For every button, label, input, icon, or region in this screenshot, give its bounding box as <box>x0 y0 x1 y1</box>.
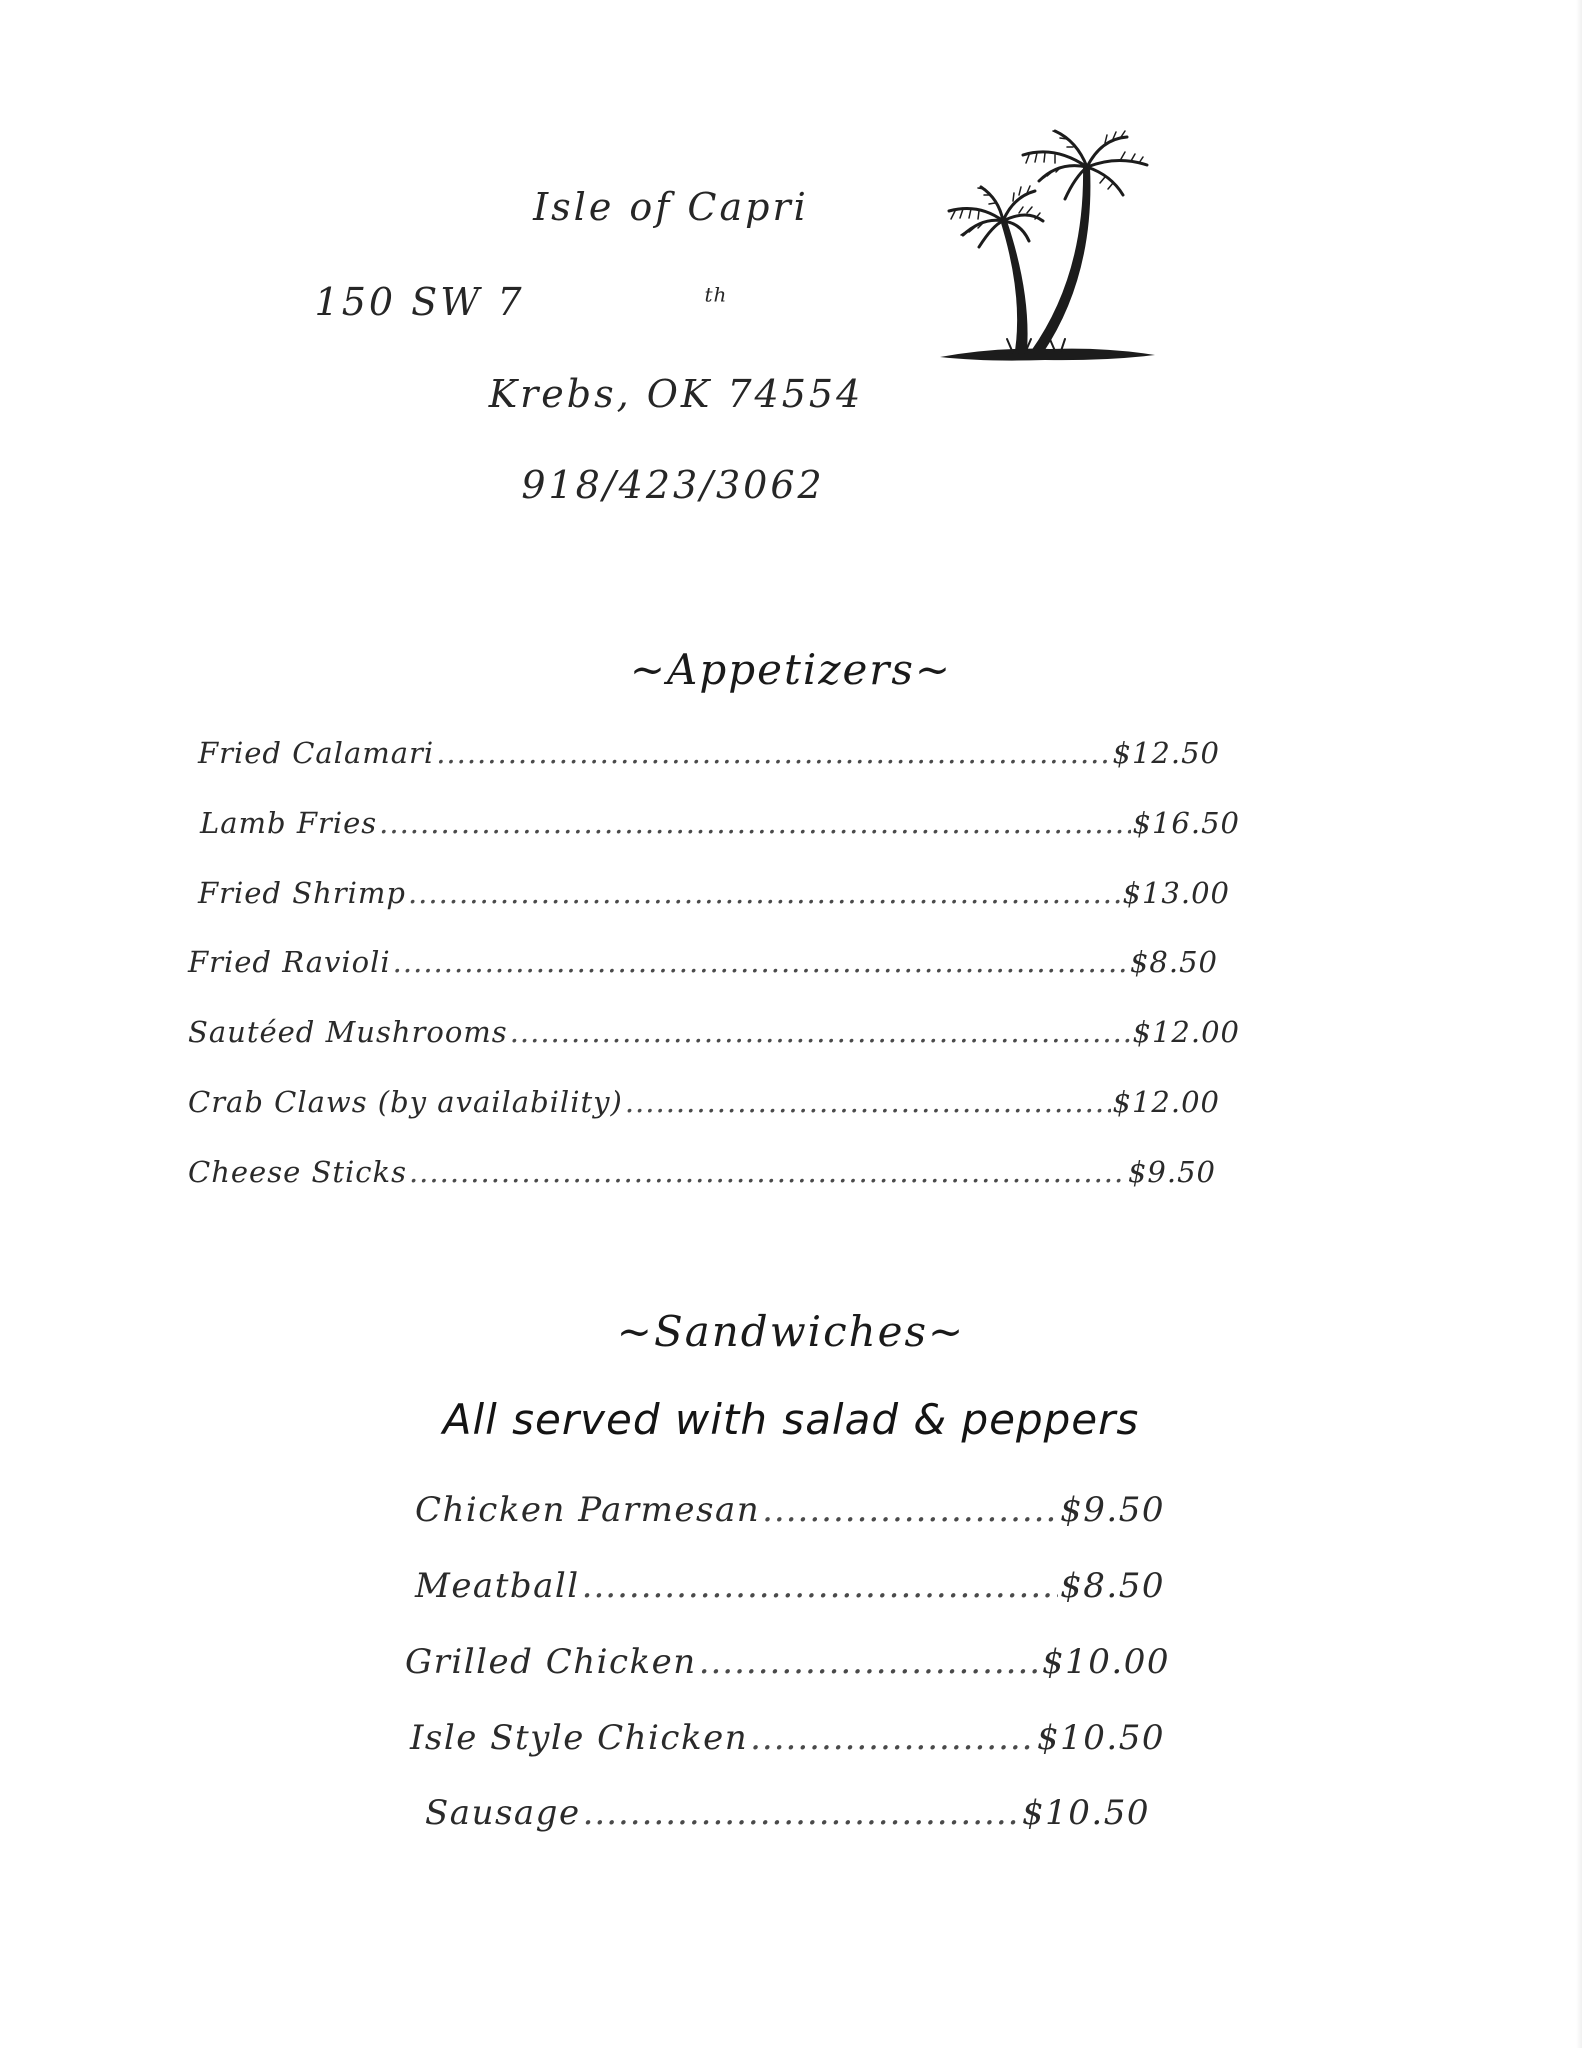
item-name: Sausage <box>425 1793 581 1833</box>
restaurant-name-text: Isle of Capri <box>533 185 809 229</box>
sandwiches-subtitle: All served with salad & peppers <box>442 1395 1140 1444</box>
street-main: 150 SW 7 <box>314 280 525 324</box>
item-price: $13.00 <box>1122 876 1230 910</box>
menu-item <box>188 1155 1216 1195</box>
item-price: $10.50 <box>1037 1718 1165 1758</box>
item-price: $8.50 <box>1129 945 1218 979</box>
palm-trees-icon <box>935 125 1160 365</box>
item-price: $12.00 <box>1132 1015 1240 1049</box>
menu-item <box>415 1566 1165 1612</box>
menu-item <box>188 1015 1240 1055</box>
menu-item <box>410 1718 1165 1764</box>
item-name: Chicken Parmesan <box>415 1490 761 1530</box>
item-name: Lamb Fries <box>200 806 378 840</box>
restaurant-name <box>0 185 1582 229</box>
item-name: Fried Ravioli <box>188 945 391 979</box>
item-name: Fried Shrimp <box>198 876 406 910</box>
restaurant-phone <box>0 463 1582 507</box>
item-name: Crab Claws (by availability) <box>188 1085 623 1119</box>
dot-leader <box>583 1793 1020 1833</box>
dot-leader <box>409 1155 1126 1189</box>
item-price: $10.00 <box>1042 1642 1170 1682</box>
item-price: $12.00 <box>1112 1085 1220 1119</box>
item-name: Fried Calamari <box>198 736 435 770</box>
menu-item <box>425 1793 1150 1839</box>
item-price: $16.50 <box>1132 806 1240 840</box>
restaurant-street <box>0 280 1582 324</box>
street-suffix: th <box>704 282 728 307</box>
dot-leader <box>408 876 1121 910</box>
menu-item <box>200 806 1240 846</box>
menu-item <box>198 736 1220 776</box>
item-name: Grilled Chicken <box>405 1642 697 1682</box>
dot-leader <box>582 1566 1059 1606</box>
menu-item <box>188 945 1218 985</box>
item-name: Meatball <box>415 1566 580 1606</box>
item-price: $10.50 <box>1022 1793 1150 1833</box>
dot-leader <box>510 1015 1131 1049</box>
dot-leader <box>625 1085 1111 1119</box>
item-name: Cheese Sticks <box>188 1155 407 1189</box>
dot-leader <box>379 806 1130 840</box>
phone-text: 918/423/3062 <box>521 463 825 507</box>
dot-leader <box>699 1642 1040 1682</box>
item-name: Isle Style Chicken <box>410 1718 749 1758</box>
menu-item <box>198 876 1230 916</box>
item-price: $9.50 <box>1127 1155 1216 1189</box>
dot-leader <box>436 736 1110 770</box>
dot-leader <box>762 1490 1058 1530</box>
menu-item <box>415 1490 1165 1536</box>
sandwiches-title-text: ~Sandwiches~ <box>616 1307 966 1356</box>
appetizers-title <box>0 645 1582 694</box>
menu-item <box>405 1642 1170 1688</box>
menu-item <box>188 1085 1220 1125</box>
street-text <box>314 280 728 324</box>
item-price: $8.50 <box>1060 1566 1165 1606</box>
item-price: $9.50 <box>1060 1490 1165 1530</box>
appetizers-title-text: ~Appetizers~ <box>629 645 953 694</box>
city-text: Krebs, OK 74554 <box>488 372 864 416</box>
item-price: $12.50 <box>1112 736 1220 770</box>
item-name: Sautéed Mushrooms <box>188 1015 508 1049</box>
dot-leader <box>750 1718 1035 1758</box>
dot-leader <box>393 945 1128 979</box>
restaurant-city <box>0 372 1582 416</box>
sandwiches-title <box>0 1307 1582 1356</box>
